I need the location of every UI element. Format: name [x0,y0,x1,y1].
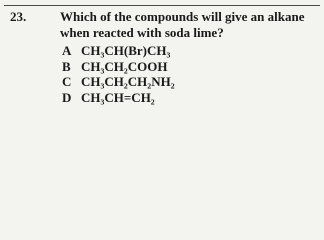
question-text [60,9,322,41]
answer-options [62,43,175,105]
option-c [62,74,175,90]
question-line-1: Which of the compounds will give an alkane [60,9,305,24]
option-text: CH₃CH₂COOH [81,58,168,74]
option-b [62,59,175,75]
option-letter: A [62,43,72,58]
option-letter: C [62,74,72,89]
option-d [62,90,175,106]
option-a [62,43,175,59]
option-text: CH₃CH=CH₂ [81,89,155,105]
option-text: CH₃CH₂CH₂NH₂ [81,74,175,89]
option-letter: B [62,58,71,74]
question-number: 23. [10,9,27,24]
option-text: CH₃CH(Br)CH₃ [81,43,171,58]
top-rule [4,5,320,6]
option-letter: D [62,89,72,105]
question-line-2: when reacted with soda lime? [60,25,224,40]
